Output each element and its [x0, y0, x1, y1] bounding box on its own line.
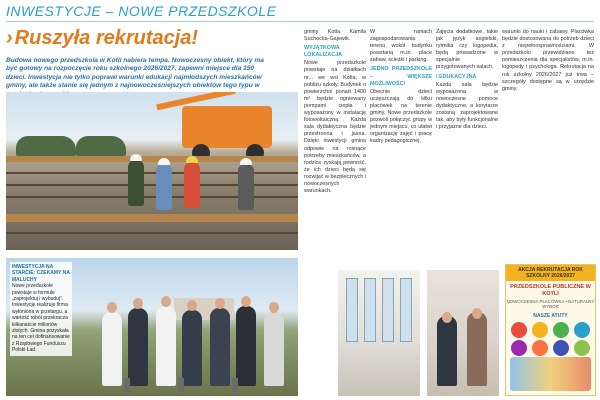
person-head — [442, 312, 452, 323]
article-lead: Budowa nowego przedszkola w Kotli nabiera tempa. Nowoczesny obiekt, który ma być gotowy na rozpoczęcie roku szkolnego 2026/2027, zapewni miejsce dla 150 dzieci. Inwestycja nie tylko poprawi warunki edukacji najmłodszych mieszkańców gminy, ale także stanie się jednym z najnowocześniejszych obiektów tego typu w — [6, 57, 264, 90]
staff-photo — [427, 270, 499, 396]
column-text: Obecnie dzieci uczęszczają do kilku placówek na terenie gminy. Nowe przedszkole pozwoli połączyć grupy w jednym miejscu, co ułatwi organizację zajęć i pracę kadry pedagogicznej. — [370, 88, 432, 145]
window — [364, 278, 376, 342]
column-text: gminy Kotla Kamila Suchocka-Gajewik. — [304, 29, 366, 43]
column-text: Zajęcia dodatkowe, takie jak język angielski, rytmika czy logopedia, będą prowadzone w specjalnie przygotowanych salach. — [436, 29, 498, 71]
worker — [238, 164, 254, 210]
person — [182, 310, 202, 386]
feature-icon — [532, 340, 548, 356]
helmet — [158, 158, 170, 165]
formwork-beam — [6, 214, 298, 222]
column-text: warunki do nauki i zabawy. Placówka będzie dostosowana do potrzeb dzieci z niepełnosprawnościami. W przedszkolu przewidziano też pomieszczenia dla specjalistów, m.in. logopedy i psychologa. Rekrutacja na rok szkolny 2026/2027 już trwa – szczegóły dostępne są w urzędzie gminy. — [502, 29, 594, 92]
worker — [128, 160, 144, 206]
ad-slogan: NOWOCZESNA PLACÓWKA • NATURALNY WYBÓR — [506, 299, 595, 309]
section-title: INWESTYCJE – NOWE PRZEDSZKOLE — [6, 3, 277, 19]
feature-icon — [511, 322, 527, 338]
column-text: Nowe przedszkole powstaje na działkach nr... we wsi Kotla, w pobliżu szkoły. Budynek o powierzchni ponad 1400 m² będzie ogrzewany pompami ciepła i wyposażony w instalację fotowoltaiczną. Każda sala dydaktyczna będzie przestronna i jasna. Dzięki inwestycji gmina odpowie na rosnące potrzeby mieszkańców, a rodzice zyskają pewność, że ich dzieci będą się rozwijać w bezpiecznych i nowoczesnych warunkach. — [304, 60, 366, 195]
feature-icon — [574, 322, 590, 338]
shovel — [178, 378, 184, 392]
chevron-right-icon: › — [6, 27, 13, 49]
person-head — [472, 308, 482, 319]
worker — [184, 162, 200, 208]
person-head — [161, 296, 171, 307]
column-subheading: WYJĄTKOWA LOKALIZACJA — [304, 45, 343, 59]
ad-header: AKCJA REKRUTACJA ROK SZKOLNY 2026/2027 — [506, 265, 595, 281]
person — [437, 316, 457, 386]
rebar — [6, 196, 298, 198]
feature-icon — [574, 340, 590, 356]
formwork-beam — [6, 156, 298, 162]
text-column-3 — [436, 29, 498, 265]
person — [156, 306, 176, 386]
window — [400, 278, 412, 342]
person-head — [215, 298, 225, 309]
caption-title: INWESTYCJA NA STARCIE: CZEKAMY NA MALUCHY — [12, 264, 70, 283]
ad-feature-icons — [506, 319, 595, 359]
headline-text: Ruszyła rekrutacja! — [14, 27, 199, 49]
construction-site-photo — [6, 92, 298, 250]
section-header — [0, 0, 600, 22]
feature-icon — [532, 322, 548, 338]
recruitment-ad — [505, 264, 596, 396]
shovel — [232, 378, 238, 392]
shovel — [124, 378, 130, 392]
column-text: Każda sala będzie wyposażona w nowoczesne pomoce dydaktyczne, a korytarze zostaną zaprojektowane tak, aby były funkcjonalne i przyjazne dla dzieci. — [436, 81, 498, 131]
caption-text: Nowe przedszkole powstaje w formule „zaprojektuj i wybuduj”. Inwestycję realizuje firma wyłoniona w przetargu, a wartość robót przekracza kilkanaście milionów złotych. Gmina pozyskała na ten cel dofinansowanie z Rządowego Funduszu Polski Ład. — [12, 283, 70, 354]
ad-subheading: NASZE ATUTY — [533, 313, 568, 319]
person-head — [241, 296, 251, 307]
person — [102, 312, 122, 386]
rebar — [6, 184, 298, 186]
text-column-4 — [502, 29, 594, 259]
feature-icon — [511, 340, 527, 356]
text-column-1 — [304, 29, 366, 265]
rebar — [6, 172, 298, 174]
text-column-2 — [370, 29, 432, 265]
person — [128, 308, 148, 386]
tree-line — [16, 136, 76, 156]
interior-photo — [338, 270, 420, 396]
excavator-body — [182, 106, 272, 148]
rebar — [6, 232, 298, 234]
person — [264, 312, 284, 386]
person-head — [133, 298, 143, 309]
person-head — [269, 302, 279, 313]
column-subheading: I EDUKACYJNA — [436, 73, 477, 80]
helmet — [186, 156, 198, 163]
person — [467, 312, 487, 386]
feature-icon — [553, 340, 569, 356]
person-head — [187, 300, 197, 311]
ad-title: PRZEDSZKOLE PUBLICZNE W KOTLI — [510, 284, 591, 297]
ad-photo — [510, 357, 591, 391]
person — [236, 306, 256, 386]
person — [210, 308, 230, 386]
title-divider — [6, 21, 594, 22]
window — [346, 278, 358, 342]
article-headline — [6, 27, 198, 50]
helmet — [240, 158, 252, 165]
person-head — [107, 302, 117, 313]
helmet — [130, 154, 142, 161]
photo-caption — [10, 262, 72, 356]
window — [382, 278, 394, 342]
column-text: W ramach zagospodarowania terenu wokół budynku powstaną m.in. place zabaw, ścieżki i parking. — [370, 29, 432, 64]
column-subheading: JEDNO PRZEDSZKOLE – WIĘKSZE MOŻLIWOŚCI — [370, 66, 432, 87]
tree-line — [76, 136, 126, 156]
worker — [156, 164, 172, 210]
feature-icon — [553, 322, 569, 338]
